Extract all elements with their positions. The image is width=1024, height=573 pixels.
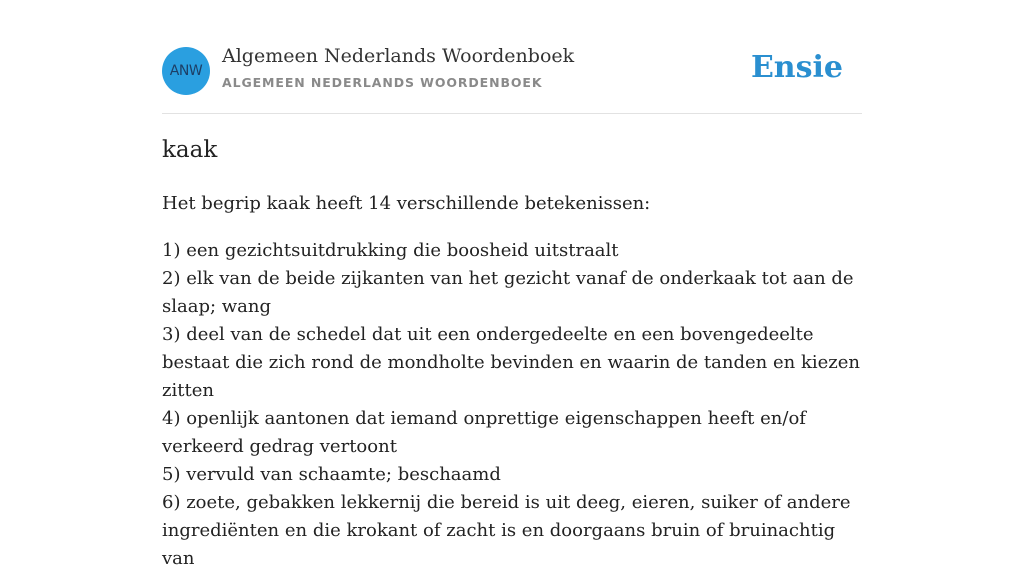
dictionary-header bbox=[162, 0, 862, 114]
sense-list bbox=[162, 237, 862, 573]
sense-item: 2) elk van de beide zijkanten van het gezicht vanaf de onderkaak tot aan de slaap; wang bbox=[162, 268, 854, 317]
ensie-brand-link[interactable]: Ensie bbox=[750, 50, 843, 85]
sense-item: 6) zoete, gebakken lekkernij die bereid is uit deeg, eieren, suiker of andere ingrediënten en die krokant of zacht is en doorgaans bruin of bruinachtig van bbox=[162, 492, 851, 569]
dictionary-title[interactable]: Algemeen Nederlands Woordenboek bbox=[222, 45, 575, 67]
content-container bbox=[162, 0, 862, 569]
sense-item: 5) vervuld van schaamte; beschaamd bbox=[162, 464, 501, 485]
sense-item: 1) een gezichtsuitdrukking die boosheid uitstraalt bbox=[162, 240, 619, 261]
sense-item: 4) openlijk aantonen dat iemand onprettige eigenschappen heeft en/of verkeerd gedrag vertoont bbox=[162, 408, 806, 457]
entry-intro: Het begrip kaak heeft 14 verschillende betekenissen: bbox=[162, 193, 651, 214]
anw-logo[interactable]: ANW bbox=[162, 47, 210, 95]
sense-item: 3) deel van de schedel dat uit een ondergedeelte en een bovengedeelte bestaat die zich rond de mondholte bevinden en waarin de tanden en kiezen zitten bbox=[162, 324, 860, 401]
headword: kaak bbox=[162, 137, 218, 163]
dictionary-subtitle: ALGEMEEN NEDERLANDS WOORDENBOEK bbox=[222, 75, 543, 90]
